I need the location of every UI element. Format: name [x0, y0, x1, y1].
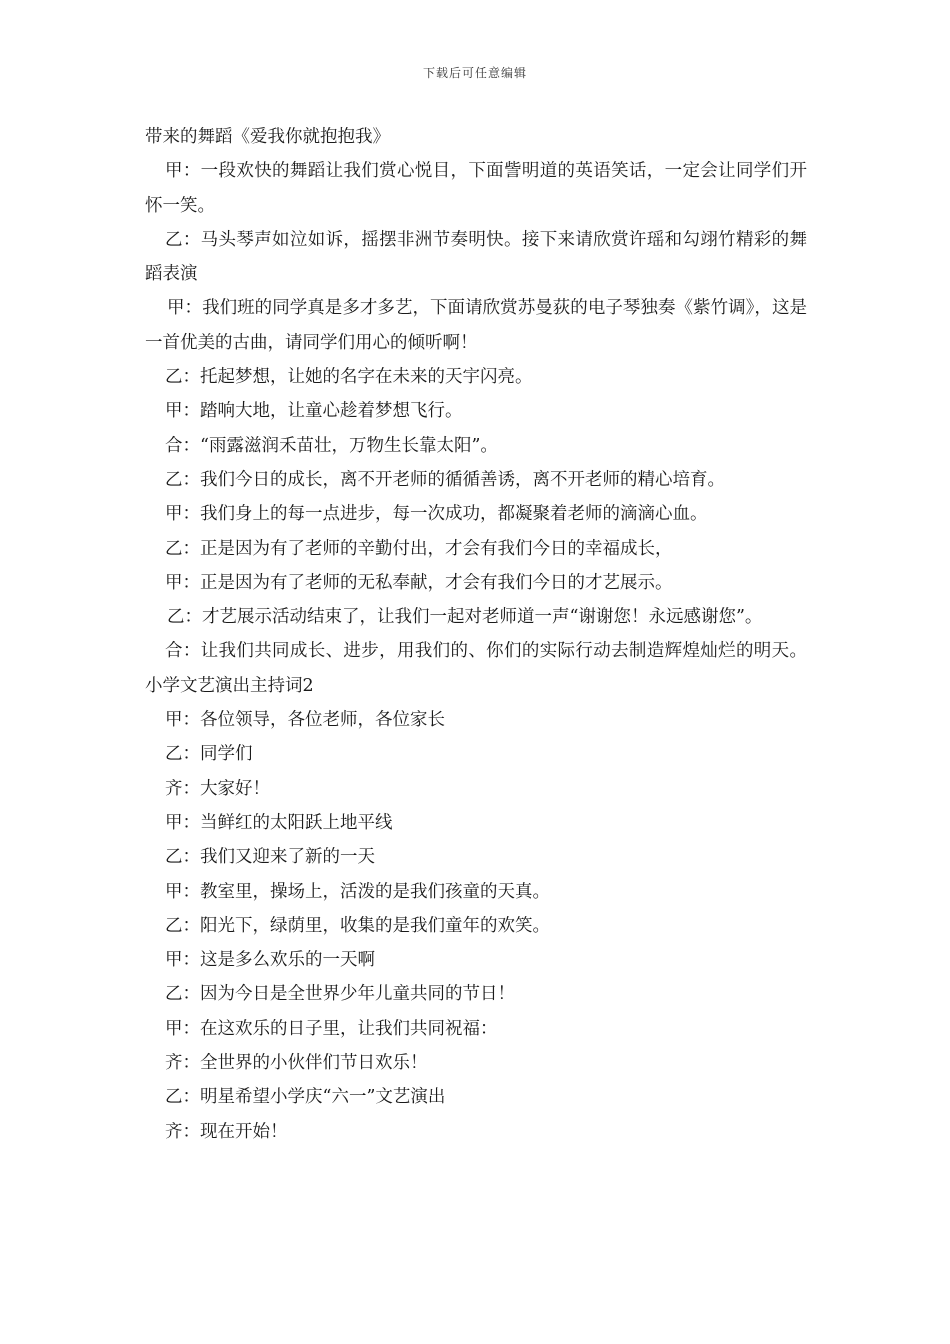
paragraph: 齐：全世界的小伙伴们节日欢乐！ [165, 1053, 428, 1074]
paragraph: 甲：我们身上的每一点进步，每一次成功，都凝聚着老师的滴滴心血。 [165, 504, 708, 525]
paragraph: 乙：阳光下，绿荫里，收集的是我们童年的欢笑。 [165, 915, 550, 936]
paragraph: 合：让我们共同成长、进步，用我们的、你们的实际行动去制造辉煌灿烂的明天。小学文艺演出主持词2 [145, 641, 807, 696]
paragraph: 乙：我们又迎来了新的一天 [165, 847, 375, 868]
paragraph: 乙：正是因为有了老师的辛勤付出，才会有我们今日的幸福成长， [165, 538, 673, 559]
paragraph: 乙：明星希望小学庆“六一”文艺演出 [165, 1087, 446, 1108]
paragraph: 甲：在这欢乐的日子里，让我们共同祝福： [165, 1018, 498, 1039]
paragraph: 带来的舞蹈《爱我你就抱抱我》 [145, 127, 390, 147]
paragraph: 甲：教室里，操场上，活泼的是我们孩童的天真。 [165, 881, 550, 902]
paragraph: 乙：因为今日是全世界少年儿童共同的节日！ [165, 984, 515, 1005]
paragraph: 甲：一段欢快的舞蹈让我们赏心悦目，下面訾明道的英语笑话，一定会让同学们开怀一笑。 [145, 161, 807, 216]
paragraph: 乙：我们今日的成长，离不开老师的循循善诱，离不开老师的精心培育。 [165, 469, 725, 490]
paragraph: 乙：才艺展示活动结束了，让我们一起对老师道一声“谢谢您！永远感谢您”。 [167, 607, 763, 628]
paragraph: 甲：我们班的同学真是多才多艺，下面请欣赏苏曼荻的电子琴独奏《紫竹调》，这是一首优美的古曲，请同学们用心的倾听啊！ [145, 298, 807, 353]
document-body [145, 120, 807, 1149]
paragraph: 甲：正是因为有了老师的无私奉献，才会有我们今日的才艺展示。 [165, 572, 673, 593]
paragraph: 合：“雨露滋润禾苗壮，万物生长靠太阳”。 [165, 435, 498, 456]
paragraph: 乙：马头琴声如泣如诉，摇摆非洲节奏明快。接下来请欣赏许瑶和勾翊竹精彩的舞蹈表演 [145, 229, 807, 285]
paragraph: 乙：同学们 [165, 744, 253, 765]
paragraph: 齐：大家好！ [165, 778, 270, 799]
paragraph: 甲：这是多么欢乐的一天啊 [165, 950, 375, 971]
paragraph: 甲：踏响大地，让童心趁着梦想飞行。 [165, 401, 463, 422]
paragraph: 乙：托起梦想，让她的名字在未来的天宇闪亮。 [165, 367, 533, 388]
paragraph: 甲：当鲜红的太阳跃上地平线 [165, 812, 393, 833]
paragraph: 甲：各位领导，各位老师，各位家长 [165, 710, 445, 731]
page-header-note: 下载后可任意编辑 [422, 66, 527, 80]
paragraph: 齐：现在开始！ [165, 1121, 288, 1142]
